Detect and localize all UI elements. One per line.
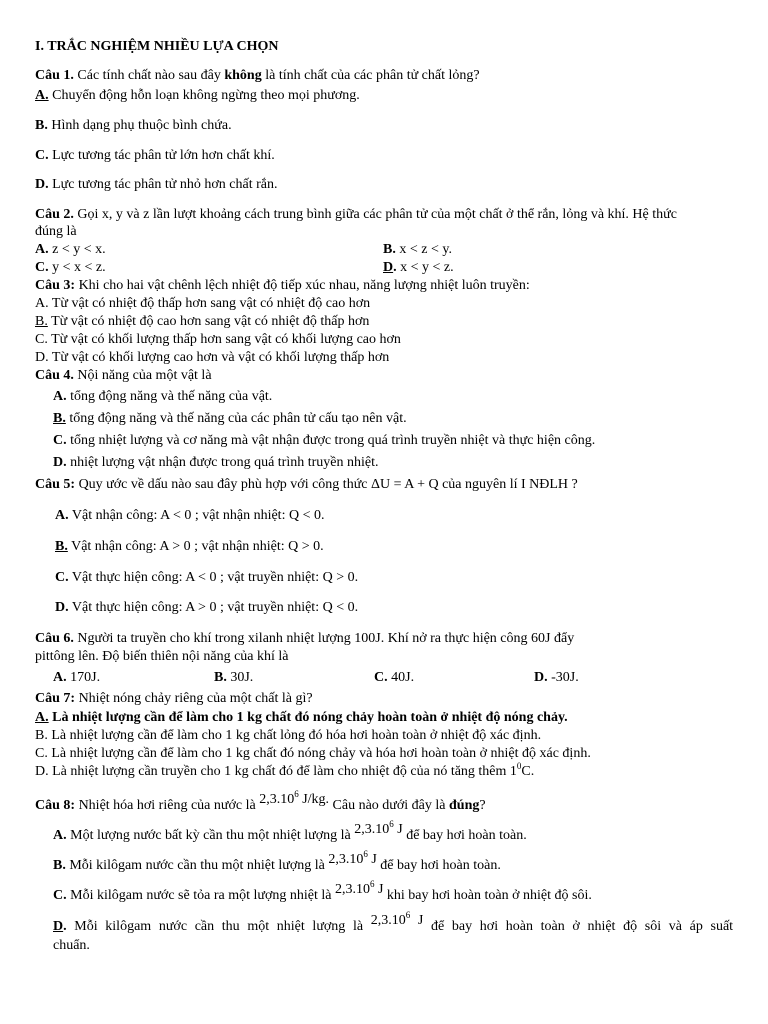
q8-option-c: C. Mỗi kilôgam nước sẽ tỏa ra một lượng nhiệt là 2,3.10$^6$ J khi bay hơi hoàn toàn ở nhiệt độ sôi.	[53, 879, 592, 903]
question-2-stem-cont: đúng là	[35, 224, 77, 239]
q7-option-d: D. Là nhiệt lượng cần truyền cho 1 kg chất đó để làm cho nhiệt độ của nó tăng thêm $1^0C$.	[35, 761, 535, 779]
q8-option-b: B. Mỗi kilôgam nước cần thu một nhiệt lượng là 2,3.10$^6$ J để bay hơi hoàn toàn.	[53, 849, 501, 873]
q1-option-c: C. Lực tương tác phân tử lớn hơn chất khí.	[35, 148, 275, 163]
heat-value: 2,3.10$^6$ J	[328, 849, 377, 867]
q3-option-a: A. Từ vật có nhiệt độ thấp hơn sang vật có nhiệt độ cao hơn	[35, 296, 371, 311]
heat-value: 2,3.10$^6$ J	[354, 819, 403, 837]
q2-option-a: A. z < y < x.	[35, 242, 106, 257]
q1-option-d: D. Lực tương tác phân tử nhỏ hơn chất rắn.	[35, 177, 278, 192]
question-label: Câu 1.	[35, 68, 74, 83]
q1-option-a: A. Chuyển động hỗn loạn không ngừng theo mọi phương.	[35, 88, 360, 103]
question-label: Câu 3:	[35, 278, 76, 293]
q2-option-d: D. x < y < z.	[383, 260, 454, 275]
q7-option-a: A. Là nhiệt lượng cần để làm cho 1 kg chất đó nóng chảy hoàn toàn ở nhiệt độ nóng chảy.	[35, 710, 568, 725]
section-title: I. TRẮC NGHIỆM NHIỀU LỰA CHỌN	[35, 39, 279, 54]
q6-option-d: D. -30J.	[534, 670, 579, 685]
q4-option-c: C. tổng nhiệt lượng và cơ năng mà vật nhận được trong quá trình truyền nhiệt và thực hiện công.	[53, 433, 596, 448]
question-label: Câu 8:	[35, 798, 76, 813]
question-5-stem: Câu 5: Quy ước về dấu nào sau đây phù hợp với công thức ΔU = A + Q của nguyên lí I NĐLH ?	[35, 477, 578, 492]
q6-option-a: A. 170J.	[53, 670, 101, 685]
q6-option-b: B. 30J.	[214, 670, 254, 685]
q1-option-b: B. Hình dạng phụ thuộc bình chứa.	[35, 118, 232, 133]
q3-option-b: B. Từ vật có nhiệt độ cao hơn sang vật có nhiệt độ thấp hơn	[35, 314, 370, 329]
q3-option-c: C. Từ vật có khối lượng thấp hơn sang vật có khối lượng cao hơn	[35, 332, 401, 347]
q4-option-b: B. tổng động năng và thế năng của các phân tử cấu tạo nên vật.	[53, 411, 407, 426]
q5-option-a: A. Vật nhận công: A < 0 ; vật nhận nhiệt: Q < 0.	[55, 508, 325, 523]
question-6-stem-cont: pittông lên. Độ biến thiên nội năng của khí là	[35, 649, 289, 664]
q7-option-c: C. Là nhiệt lượng cần để làm cho 1 kg chất đó nóng chảy và hóa hơi hoàn toàn ở nhiệt độ xác định.	[35, 746, 591, 761]
q5-option-d: D. Vật thực hiện công: A > 0 ; vật truyền nhiệt: Q < 0.	[55, 600, 359, 615]
q6-option-c: C. 40J.	[374, 670, 415, 685]
question-6-stem: Câu 6. Người ta truyền cho khí trong xilanh nhiệt lượng 100J. Khí nở ra thực hiện công 60J đẩy	[35, 631, 575, 646]
q8-option-d-cont: chuẩn.	[53, 938, 90, 953]
q3-option-d: D. Từ vật có khối lượng cao hơn và vật có khối lượng thấp hơn	[35, 350, 390, 365]
question-label: Câu 5:	[35, 477, 76, 492]
heat-value: 2,3.10$^6$ J	[370, 910, 424, 928]
q5-option-b: B. Vật nhận công: A > 0 ; vật nhận nhiệt: Q > 0.	[55, 539, 324, 554]
heat-value: 2,3.10$^6$ J	[334, 879, 384, 897]
heat-value: 2,3.10$^6$ J/kg.	[259, 789, 330, 807]
question-8-stem: Câu 8: Nhiệt hóa hơi riêng của nước là 2,3.10$^6$ J/kg. Câu nào dưới đây là đúng?	[35, 789, 486, 813]
q7-option-b: B. Là nhiệt lượng cần để làm cho 1 kg chất lỏng đó hóa hơi hoàn toàn ở nhiệt độ xác định.	[35, 728, 542, 743]
q4-option-a: A. tổng động năng và thế năng của vật.	[53, 389, 273, 404]
q8-option-d: D. Mỗi kilôgam nước cần thu một nhiệt lượng là 2,3.10$^6$ J để bay hơi hoàn toàn ở nhiệt độ sôi và áp suất	[53, 910, 734, 934]
question-4-stem: Câu 4. Nội năng của một vật là	[35, 368, 212, 383]
question-1-stem: Câu 1. Các tính chất nào sau đây không là tính chất của các phân tử chất lỏng?	[35, 68, 480, 83]
q4-option-d: D. nhiệt lượng vật nhận được trong quá trình truyền nhiệt.	[53, 455, 379, 470]
question-label: Câu 4.	[35, 368, 74, 383]
q2-option-b: B. x < z < y.	[383, 242, 452, 257]
question-3-stem: Câu 3: Khi cho hai vật chênh lệch nhiệt độ tiếp xúc nhau, năng lượng nhiệt luôn truyền:	[35, 278, 530, 293]
question-label: Câu 7:	[35, 691, 76, 706]
q8-option-a: A. Một lượng nước bất kỳ cần thu một nhiệt lượng là 2,3.10$^6$ J để bay hơi hoàn toàn.	[53, 819, 527, 843]
q5-option-c: C. Vật thực hiện công: A < 0 ; vật truyền nhiệt: Q > 0.	[55, 570, 359, 585]
question-label: Câu 6.	[35, 631, 74, 646]
question-2-stem: Câu 2. Gọi x, y và z lần lượt khoảng cách trung bình giữa các phân tử của một chất ở thể rắn, lỏng và khí. Hệ thức	[35, 207, 677, 222]
question-7-stem: Câu 7: Nhiệt nóng chảy riêng của một chất là gì?	[35, 691, 313, 706]
q2-option-c: C. y < x < z.	[35, 260, 106, 275]
question-label: Câu 2.	[35, 207, 74, 222]
